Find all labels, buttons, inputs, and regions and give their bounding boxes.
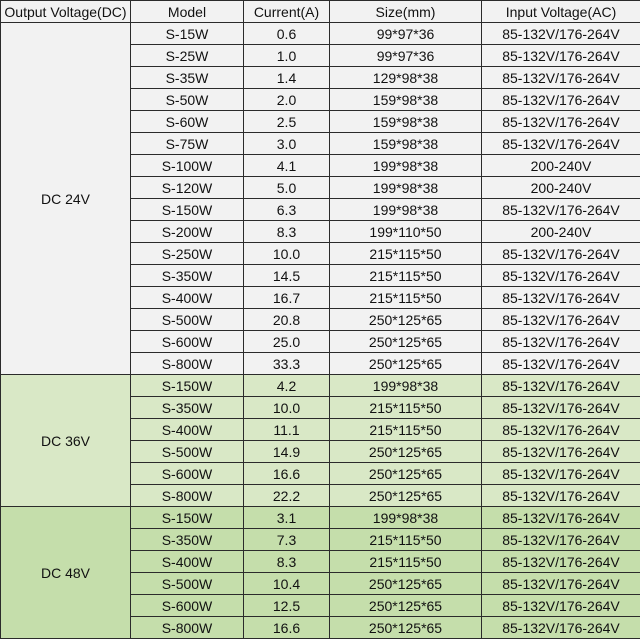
current-cell: 8.3 [244, 221, 330, 243]
current-cell: 2.0 [244, 89, 330, 111]
model-cell: S-600W [131, 463, 244, 485]
current-cell: 3.1 [244, 507, 330, 529]
input-voltage-cell: 85-132V/176-264V [482, 397, 640, 419]
size-cell: 215*115*50 [330, 243, 482, 265]
input-voltage-cell: 85-132V/176-264V [482, 243, 640, 265]
input-voltage-cell: 85-132V/176-264V [482, 573, 640, 595]
input-voltage-cell: 85-132V/176-264V [482, 265, 640, 287]
current-cell: 1.4 [244, 67, 330, 89]
input-voltage-cell: 85-132V/176-264V [482, 595, 640, 617]
size-cell: 215*115*50 [330, 529, 482, 551]
input-voltage-cell: 85-132V/176-264V [482, 111, 640, 133]
header-row [1, 1, 640, 23]
input-voltage-cell: 85-132V/176-264V [482, 375, 640, 397]
current-cell: 33.3 [244, 353, 330, 375]
table-header [1, 1, 640, 23]
model-cell: S-400W [131, 551, 244, 573]
current-cell: 14.9 [244, 441, 330, 463]
table-row [1, 507, 640, 529]
input-voltage-cell: 85-132V/176-264V [482, 529, 640, 551]
input-voltage-cell: 200-240V [482, 155, 640, 177]
input-voltage-cell: 85-132V/176-264V [482, 353, 640, 375]
input-voltage-cell: 85-132V/176-264V [482, 67, 640, 89]
model-cell: S-120W [131, 177, 244, 199]
output-voltage-cell: DC 48V [1, 507, 131, 639]
input-voltage-cell: 85-132V/176-264V [482, 199, 640, 221]
input-voltage-cell: 85-132V/176-264V [482, 89, 640, 111]
model-cell: S-350W [131, 397, 244, 419]
size-cell: 199*98*38 [330, 199, 482, 221]
input-voltage-cell: 85-132V/176-264V [482, 309, 640, 331]
current-cell: 10.4 [244, 573, 330, 595]
input-voltage-cell: 200-240V [482, 177, 640, 199]
size-cell: 159*98*38 [330, 89, 482, 111]
input-voltage-cell: 200-240V [482, 221, 640, 243]
size-cell: 215*115*50 [330, 551, 482, 573]
size-cell: 250*125*65 [330, 573, 482, 595]
current-cell: 10.0 [244, 243, 330, 265]
model-cell: S-150W [131, 375, 244, 397]
model-cell: S-600W [131, 331, 244, 353]
size-cell: 159*98*38 [330, 111, 482, 133]
size-cell: 99*97*36 [330, 23, 482, 45]
header-output-voltage: Output Voltage(DC) [1, 1, 131, 23]
header-model: Model [131, 1, 244, 23]
output-voltage-cell: DC 24V [1, 23, 131, 375]
header-size: Size(mm) [330, 1, 482, 23]
current-cell: 3.0 [244, 133, 330, 155]
current-cell: 16.7 [244, 287, 330, 309]
size-cell: 250*125*65 [330, 485, 482, 507]
model-cell: S-500W [131, 309, 244, 331]
model-cell: S-15W [131, 23, 244, 45]
model-cell: S-600W [131, 595, 244, 617]
input-voltage-cell: 85-132V/176-264V [482, 419, 640, 441]
input-voltage-cell: 85-132V/176-264V [482, 617, 640, 639]
model-cell: S-150W [131, 507, 244, 529]
model-cell: S-800W [131, 617, 244, 639]
size-cell: 199*98*38 [330, 177, 482, 199]
size-cell: 199*110*50 [330, 221, 482, 243]
model-cell: S-800W [131, 353, 244, 375]
current-cell: 0.6 [244, 23, 330, 45]
current-cell: 8.3 [244, 551, 330, 573]
size-cell: 199*98*38 [330, 507, 482, 529]
current-cell: 2.5 [244, 111, 330, 133]
current-cell: 10.0 [244, 397, 330, 419]
input-voltage-cell: 85-132V/176-264V [482, 441, 640, 463]
model-cell: S-500W [131, 441, 244, 463]
current-cell: 25.0 [244, 331, 330, 353]
size-cell: 250*125*65 [330, 595, 482, 617]
size-cell: 250*125*65 [330, 331, 482, 353]
size-cell: 199*98*38 [330, 375, 482, 397]
current-cell: 16.6 [244, 463, 330, 485]
output-voltage-cell: DC 36V [1, 375, 131, 507]
size-cell: 215*115*50 [330, 397, 482, 419]
size-cell: 250*125*65 [330, 463, 482, 485]
current-cell: 4.1 [244, 155, 330, 177]
size-cell: 215*115*50 [330, 287, 482, 309]
header-input-voltage: Input Voltage(AC) [482, 1, 640, 23]
model-cell: S-250W [131, 243, 244, 265]
size-cell: 99*97*36 [330, 45, 482, 67]
size-cell: 215*115*50 [330, 265, 482, 287]
current-cell: 5.0 [244, 177, 330, 199]
model-cell: S-350W [131, 529, 244, 551]
model-cell: S-200W [131, 221, 244, 243]
current-cell: 1.0 [244, 45, 330, 67]
size-cell: 250*125*65 [330, 617, 482, 639]
input-voltage-cell: 85-132V/176-264V [482, 45, 640, 67]
model-cell: S-400W [131, 287, 244, 309]
input-voltage-cell: 85-132V/176-264V [482, 551, 640, 573]
model-cell: S-100W [131, 155, 244, 177]
input-voltage-cell: 85-132V/176-264V [482, 507, 640, 529]
group-dc-24v [1, 23, 640, 375]
current-cell: 20.8 [244, 309, 330, 331]
input-voltage-cell: 85-132V/176-264V [482, 133, 640, 155]
input-voltage-cell: 85-132V/176-264V [482, 23, 640, 45]
size-cell: 250*125*65 [330, 353, 482, 375]
group-dc-36v [1, 375, 640, 507]
model-cell: S-350W [131, 265, 244, 287]
input-voltage-cell: 85-132V/176-264V [482, 287, 640, 309]
model-cell: S-35W [131, 67, 244, 89]
current-cell: 7.3 [244, 529, 330, 551]
size-cell: 215*115*50 [330, 419, 482, 441]
current-cell: 12.5 [244, 595, 330, 617]
model-cell: S-25W [131, 45, 244, 67]
size-cell: 199*98*38 [330, 155, 482, 177]
current-cell: 11.1 [244, 419, 330, 441]
table-row [1, 375, 640, 397]
size-cell: 129*98*38 [330, 67, 482, 89]
size-cell: 250*125*65 [330, 309, 482, 331]
model-cell: S-400W [131, 419, 244, 441]
header-current: Current(A) [244, 1, 330, 23]
size-cell: 159*98*38 [330, 133, 482, 155]
model-cell: S-75W [131, 133, 244, 155]
group-dc-48v [1, 507, 640, 639]
current-cell: 16.6 [244, 617, 330, 639]
model-cell: S-800W [131, 485, 244, 507]
model-cell: S-50W [131, 89, 244, 111]
model-cell: S-500W [131, 573, 244, 595]
table-row [1, 23, 640, 45]
model-cell: S-60W [131, 111, 244, 133]
input-voltage-cell: 85-132V/176-264V [482, 485, 640, 507]
input-voltage-cell: 85-132V/176-264V [482, 331, 640, 353]
input-voltage-cell: 85-132V/176-264V [482, 463, 640, 485]
current-cell: 14.5 [244, 265, 330, 287]
size-cell: 250*125*65 [330, 441, 482, 463]
current-cell: 6.3 [244, 199, 330, 221]
model-cell: S-150W [131, 199, 244, 221]
current-cell: 22.2 [244, 485, 330, 507]
current-cell: 4.2 [244, 375, 330, 397]
